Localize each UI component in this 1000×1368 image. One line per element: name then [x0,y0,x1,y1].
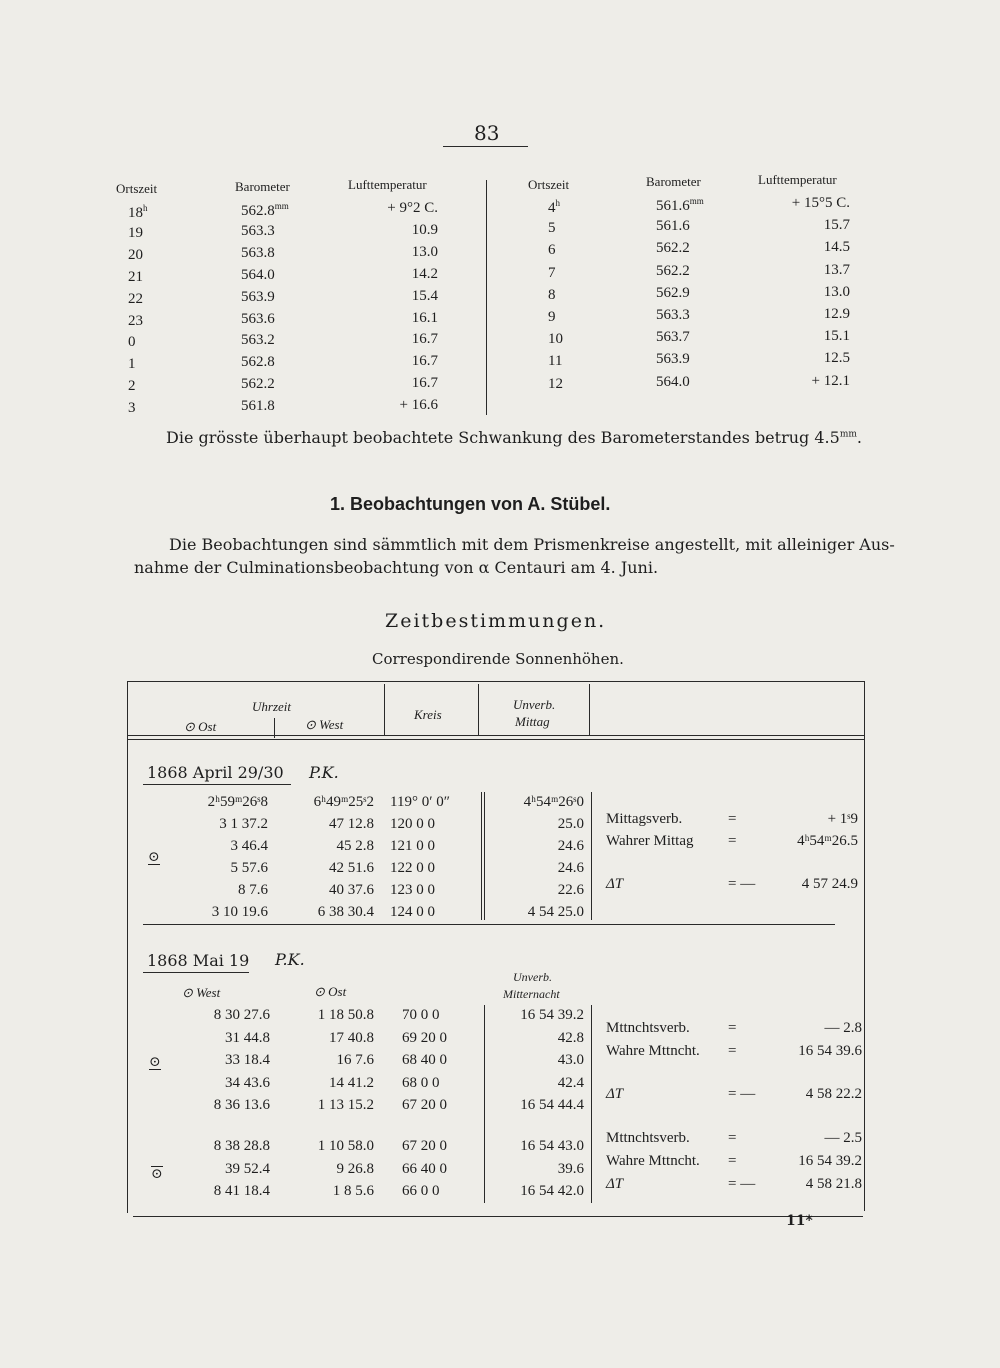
baro-left-temperature: 16.1 [411,309,438,326]
block2a-result-label: Mttnchtsverb. [606,1020,690,1036]
block1-west-time: 40 37.6 [329,882,374,898]
block2-head-west: ⊙ West [182,985,221,1000]
block2b-unverb-mitternacht: 16 54 43.0 [520,1138,584,1154]
baro-right-temperature: + 15°5 C. [791,195,850,211]
block2a-west-time: 31 44.8 [225,1029,270,1046]
block1-ost-time: 5 57.6 [230,860,268,876]
zeitbestimmungen-title: Zeitbestimmungen. [385,610,607,632]
uhrzeit-tick [274,718,275,738]
block1-result-eq: = [728,811,737,827]
block2a-result-eq: = — [728,1086,756,1102]
table-right-border [864,681,865,1211]
block1-west-time: 47 12.8 [329,816,374,832]
block2a-result-value: 16 54 39.6 [798,1043,862,1059]
header-barometer-left: Barometer [235,179,290,194]
block2a-unverb-mitternacht: 42.4 [557,1074,584,1091]
header-ortszeit-left: Ortszeit [116,181,158,196]
block2b-result-value: 16 54 39.2 [798,1153,862,1169]
block1-result-value: 4 57 24.9 [801,876,858,892]
table-left-border [127,681,128,1213]
block2-head-ost: ⊙ Ost [314,984,347,999]
block2b-west-time: 8 38 28.8 [213,1138,270,1154]
block2b-kreis: 66 0 0 [402,1183,440,1199]
block2a-unverb-mitternacht: 16 54 39.2 [520,1007,584,1023]
baro-right-temperature: 13.0 [823,283,850,300]
baro-right-time: 12 [548,375,563,392]
baro-left-time: 18$^h$ [128,203,148,221]
block2a-west-time: 33 18.4 [225,1052,270,1068]
baro-left-barometer: 563.9 [241,288,275,305]
block2a-kreis: 68 40 0 [402,1052,447,1068]
baro-right-time: 9 [548,309,556,325]
block2a-ost-time: 17 40.8 [329,1029,374,1046]
baro-left-time: 20 [128,246,143,263]
block2-head-mitternacht: Mitternacht [503,987,560,1001]
block1-west-time: 45 2.8 [336,838,374,854]
block2a-ost-time: 16 7.6 [336,1052,374,1068]
block2b-result-eq: = [728,1153,737,1169]
signature-mark: 11* [786,1213,813,1229]
block1-unverb-mittag: 25.0 [557,816,584,832]
block2a-kreis: 68 0 0 [402,1074,440,1091]
correspondirende-title: Correspondirende Sonnenhöhen. [372,650,624,668]
block2a-ost-time: 1 18 50.8 [317,1007,374,1023]
baro-right-barometer: $561.6^{mm}$ [656,196,704,214]
block1-date: 1868 April 29/30 [147,763,284,782]
header-lufttemperatur-right: Lufttemperatur [758,172,837,187]
block1-result-value: 4ʰ54ᵐ26.5 [797,833,858,849]
page-number: 83 [474,121,500,145]
block1-result-eq: = [728,833,737,849]
baro-left-time: 19 [128,224,143,241]
block2a-result-value: — 2.8 [824,1020,862,1036]
head-divider-2 [478,684,479,736]
header-lufttemperatur-left: Lufttemperatur [348,177,427,192]
baro-left-temperature: + 16.6 [399,397,438,414]
block2b-result-eq: = — [728,1176,756,1192]
block2a-unverb-mitternacht: 42.8 [557,1029,584,1046]
block2a-result-eq: = [728,1020,737,1036]
baro-left-temperature: 16.7 [411,353,438,370]
baro-right-temperature: 15.1 [823,328,850,345]
header-barometer-right: Barometer [646,174,701,189]
block1-kreis: 122 0 0 [390,860,435,876]
block2-date-underline [143,972,249,973]
head-divider-1 [384,684,385,736]
head-uhrzeit: Uhrzeit [252,699,291,714]
schwankung-end: . [856,428,862,447]
block2a-result-label: Wahre Mttncht. [606,1043,700,1059]
block1-sun-symbol: ⊙ [148,849,160,865]
block1-unverb-divider [591,792,592,920]
table-top-border [127,681,865,682]
block1-west-time: 6 38 30.4 [317,904,374,920]
block2a-west-time: 8 36 13.6 [213,1097,270,1113]
baro-right-barometer: 563.9 [656,351,690,368]
baro-left-barometer: 561.8 [241,398,275,415]
head-kreis: Kreis [414,707,442,722]
baro-right-barometer: 562.2 [656,240,690,257]
block1-west-time: 6ʰ49ᵐ25ˢ2 [313,794,374,810]
baro-left-temperature: 16.7 [411,331,438,348]
baro-left-time: 21 [128,268,143,285]
baro-right-barometer: 562.9 [656,284,690,301]
block2b-kreis: 66 40 0 [402,1160,447,1177]
schwankung-sentence [166,428,862,447]
block2b-result-label: Wahre Mttncht. [606,1153,700,1169]
block2a-kreis: 70 0 0 [402,1007,440,1023]
block1-kreis: 119° 0′ 0″ [390,794,450,810]
block1-result-label: ΔT [606,876,624,892]
baro-right-time: 8 [548,286,556,303]
block2b-result-value: 4 58 21.8 [805,1176,862,1192]
block2-sun-upper-limb: ⊙ [151,1166,163,1182]
baro-right-temperature: 14.5 [823,239,850,256]
baro-left-time: 22 [128,290,143,307]
block2-unverb-divider [484,1005,485,1203]
block2b-unverb-mitternacht: 16 54 42.0 [520,1183,584,1199]
baro-right-temperature: 13.7 [823,261,850,278]
head-mittag: Mittag [515,714,550,729]
baro-right-time: 7 [548,264,556,281]
baro-left-temperature: 13.0 [411,243,438,260]
head-ost: ⊙ Ost [184,719,217,734]
baro-right-time: 4$^h$ [548,198,560,216]
barometer-divider [486,180,487,415]
block2b-ost-time: 1 10 58.0 [317,1138,374,1154]
block1-ost-time: 3 1 37.2 [219,816,268,832]
block2a-west-time: 8 30 27.6 [213,1007,270,1023]
baro-left-time: 2 [128,378,136,395]
block2a-ost-time: 14 41.2 [329,1074,374,1091]
block2a-west-time: 34 43.6 [225,1074,270,1091]
block1-bottom-rule [143,924,835,925]
block2b-result-value: — 2.5 [824,1130,862,1146]
block1-unverb-mittag: 22.6 [557,882,584,898]
block1-ost-time: 3 10 19.6 [211,904,268,920]
head-divider-3 [589,684,590,736]
baro-left-barometer: $562.8^{mm}$ [241,201,289,219]
head-double-rule-2 [127,739,865,740]
baro-left-temperature: + 9°2 C. [387,200,438,216]
block2a-unverb-mitternacht: 43.0 [557,1052,584,1068]
block2-pk: P.K. [275,950,305,969]
block1-kreis-divider-b [484,792,485,920]
baro-right-barometer: 563.3 [656,307,690,323]
block2b-unverb-mitternacht: 39.6 [557,1160,584,1177]
baro-right-temperature: 12.9 [823,306,850,322]
block1-unverb-mittag: 24.6 [557,860,584,876]
block1-ost-time: 2ʰ59ᵐ26ˢ8 [207,794,268,810]
block2b-west-time: 8 41 18.4 [213,1183,270,1199]
block1-unverb-mittag: 4 54 25.0 [527,904,584,920]
block1-pk: P.K. [309,763,339,782]
block2a-unverb-mitternacht: 16 54 44.4 [520,1097,584,1113]
block1-unverb-mittag: 4ʰ54ᵐ26ˢ0 [523,794,584,810]
baro-left-barometer: 563.8 [241,244,275,261]
block2a-result-label: ΔT [606,1086,624,1102]
block2b-result-eq: = [728,1130,737,1146]
block2b-result-label: ΔT [606,1176,624,1192]
block2b-kreis: 67 20 0 [402,1138,447,1154]
baro-left-time: 0 [128,334,136,351]
baro-left-temperature: 14.2 [411,265,438,282]
baro-right-time: 5 [548,220,556,237]
section-title: 1. Beobachtungen von A. Stübel. [330,494,611,514]
baro-left-barometer: 562.2 [241,376,275,393]
block1-kreis: 124 0 0 [390,904,435,920]
block2a-kreis: 69 20 0 [402,1029,447,1046]
baro-right-barometer: 563.7 [656,329,690,346]
baro-left-time: 1 [128,356,136,373]
baro-left-time: 3 [128,400,136,417]
baro-right-temperature: 12.5 [823,350,850,367]
block1-kreis: 121 0 0 [390,838,435,854]
baro-right-time: 10 [548,331,563,348]
block2-date: 1868 Mai 19 [147,951,250,970]
block1-result-label: Wahrer Mittag [606,833,694,849]
head-unverb: Unverb. [513,697,556,712]
block1-west-time: 42 51.6 [329,860,374,876]
block2a-result-eq: = [728,1043,737,1059]
baro-right-barometer: 561.6 [656,218,690,235]
page-number-rule [443,146,528,147]
block2b-result-label: Mttnchtsverb. [606,1130,690,1146]
schwankung-unit: mm [839,429,857,440]
baro-right-time: 11 [548,353,563,370]
block2a-kreis: 67 20 0 [402,1097,447,1113]
baro-right-barometer: 562.2 [656,262,690,279]
block1-kreis-divider [481,792,482,920]
block2a-ost-time: 1 13 15.2 [317,1097,374,1113]
block1-ost-time: 3 46.4 [230,838,268,854]
block1-kreis: 123 0 0 [390,882,435,898]
block2-head-unverb: Unverb. [513,970,552,984]
baro-right-barometer: 564.0 [656,373,690,390]
baro-left-time: 23 [128,312,143,329]
block2b-ost-time: 9 26.8 [336,1160,374,1177]
block1-result-value: + 1ˢ9 [827,811,858,827]
baro-left-barometer: 563.3 [241,222,275,239]
intro-line-2: nahme der Culminationsbeobachtung von α Centauri am 4. Juni. [134,558,659,577]
block1-date-underline [143,784,291,785]
block2-sun-lower-limb: ⊙ [149,1054,161,1070]
schwankung-text: Die grösste überhaupt beobachtete Schwankung des Barometerstandes betrug 4.5 [166,428,840,447]
block1-unverb-mittag: 24.6 [557,838,584,854]
block1-ost-time: 8 7.6 [238,882,268,898]
table-bottom-border [133,1216,863,1217]
intro-line-1: Die Beobachtungen sind sämmtlich mit dem Prismenkreise angestellt, mit alleiniger Aus- [169,535,895,554]
head-double-rule-1 [127,735,865,736]
baro-left-temperature: 16.7 [411,375,438,392]
baro-left-temperature: 15.4 [411,287,438,304]
baro-right-temperature: + 12.1 [811,372,850,389]
baro-left-barometer: 563.6 [241,310,275,327]
block2b-ost-time: 1 8 5.6 [332,1183,374,1199]
header-ortszeit-right: Ortszeit [528,177,570,192]
head-west: ⊙ West [305,717,344,732]
baro-left-barometer: 562.8 [241,354,275,371]
baro-right-temperature: 15.7 [823,217,850,234]
block2a-result-value: 4 58 22.2 [805,1086,862,1102]
block2b-west-time: 39 52.4 [225,1160,270,1177]
baro-left-barometer: 564.0 [241,266,275,283]
baro-right-time: 6 [548,242,556,259]
baro-left-temperature: 10.9 [411,221,438,238]
block2-right-divider [591,1005,592,1203]
block1-result-label: Mittagsverb. [606,811,683,827]
block1-kreis: 120 0 0 [390,816,435,832]
block1-result-eq: = — [728,876,756,892]
baro-left-barometer: 563.2 [241,332,275,349]
